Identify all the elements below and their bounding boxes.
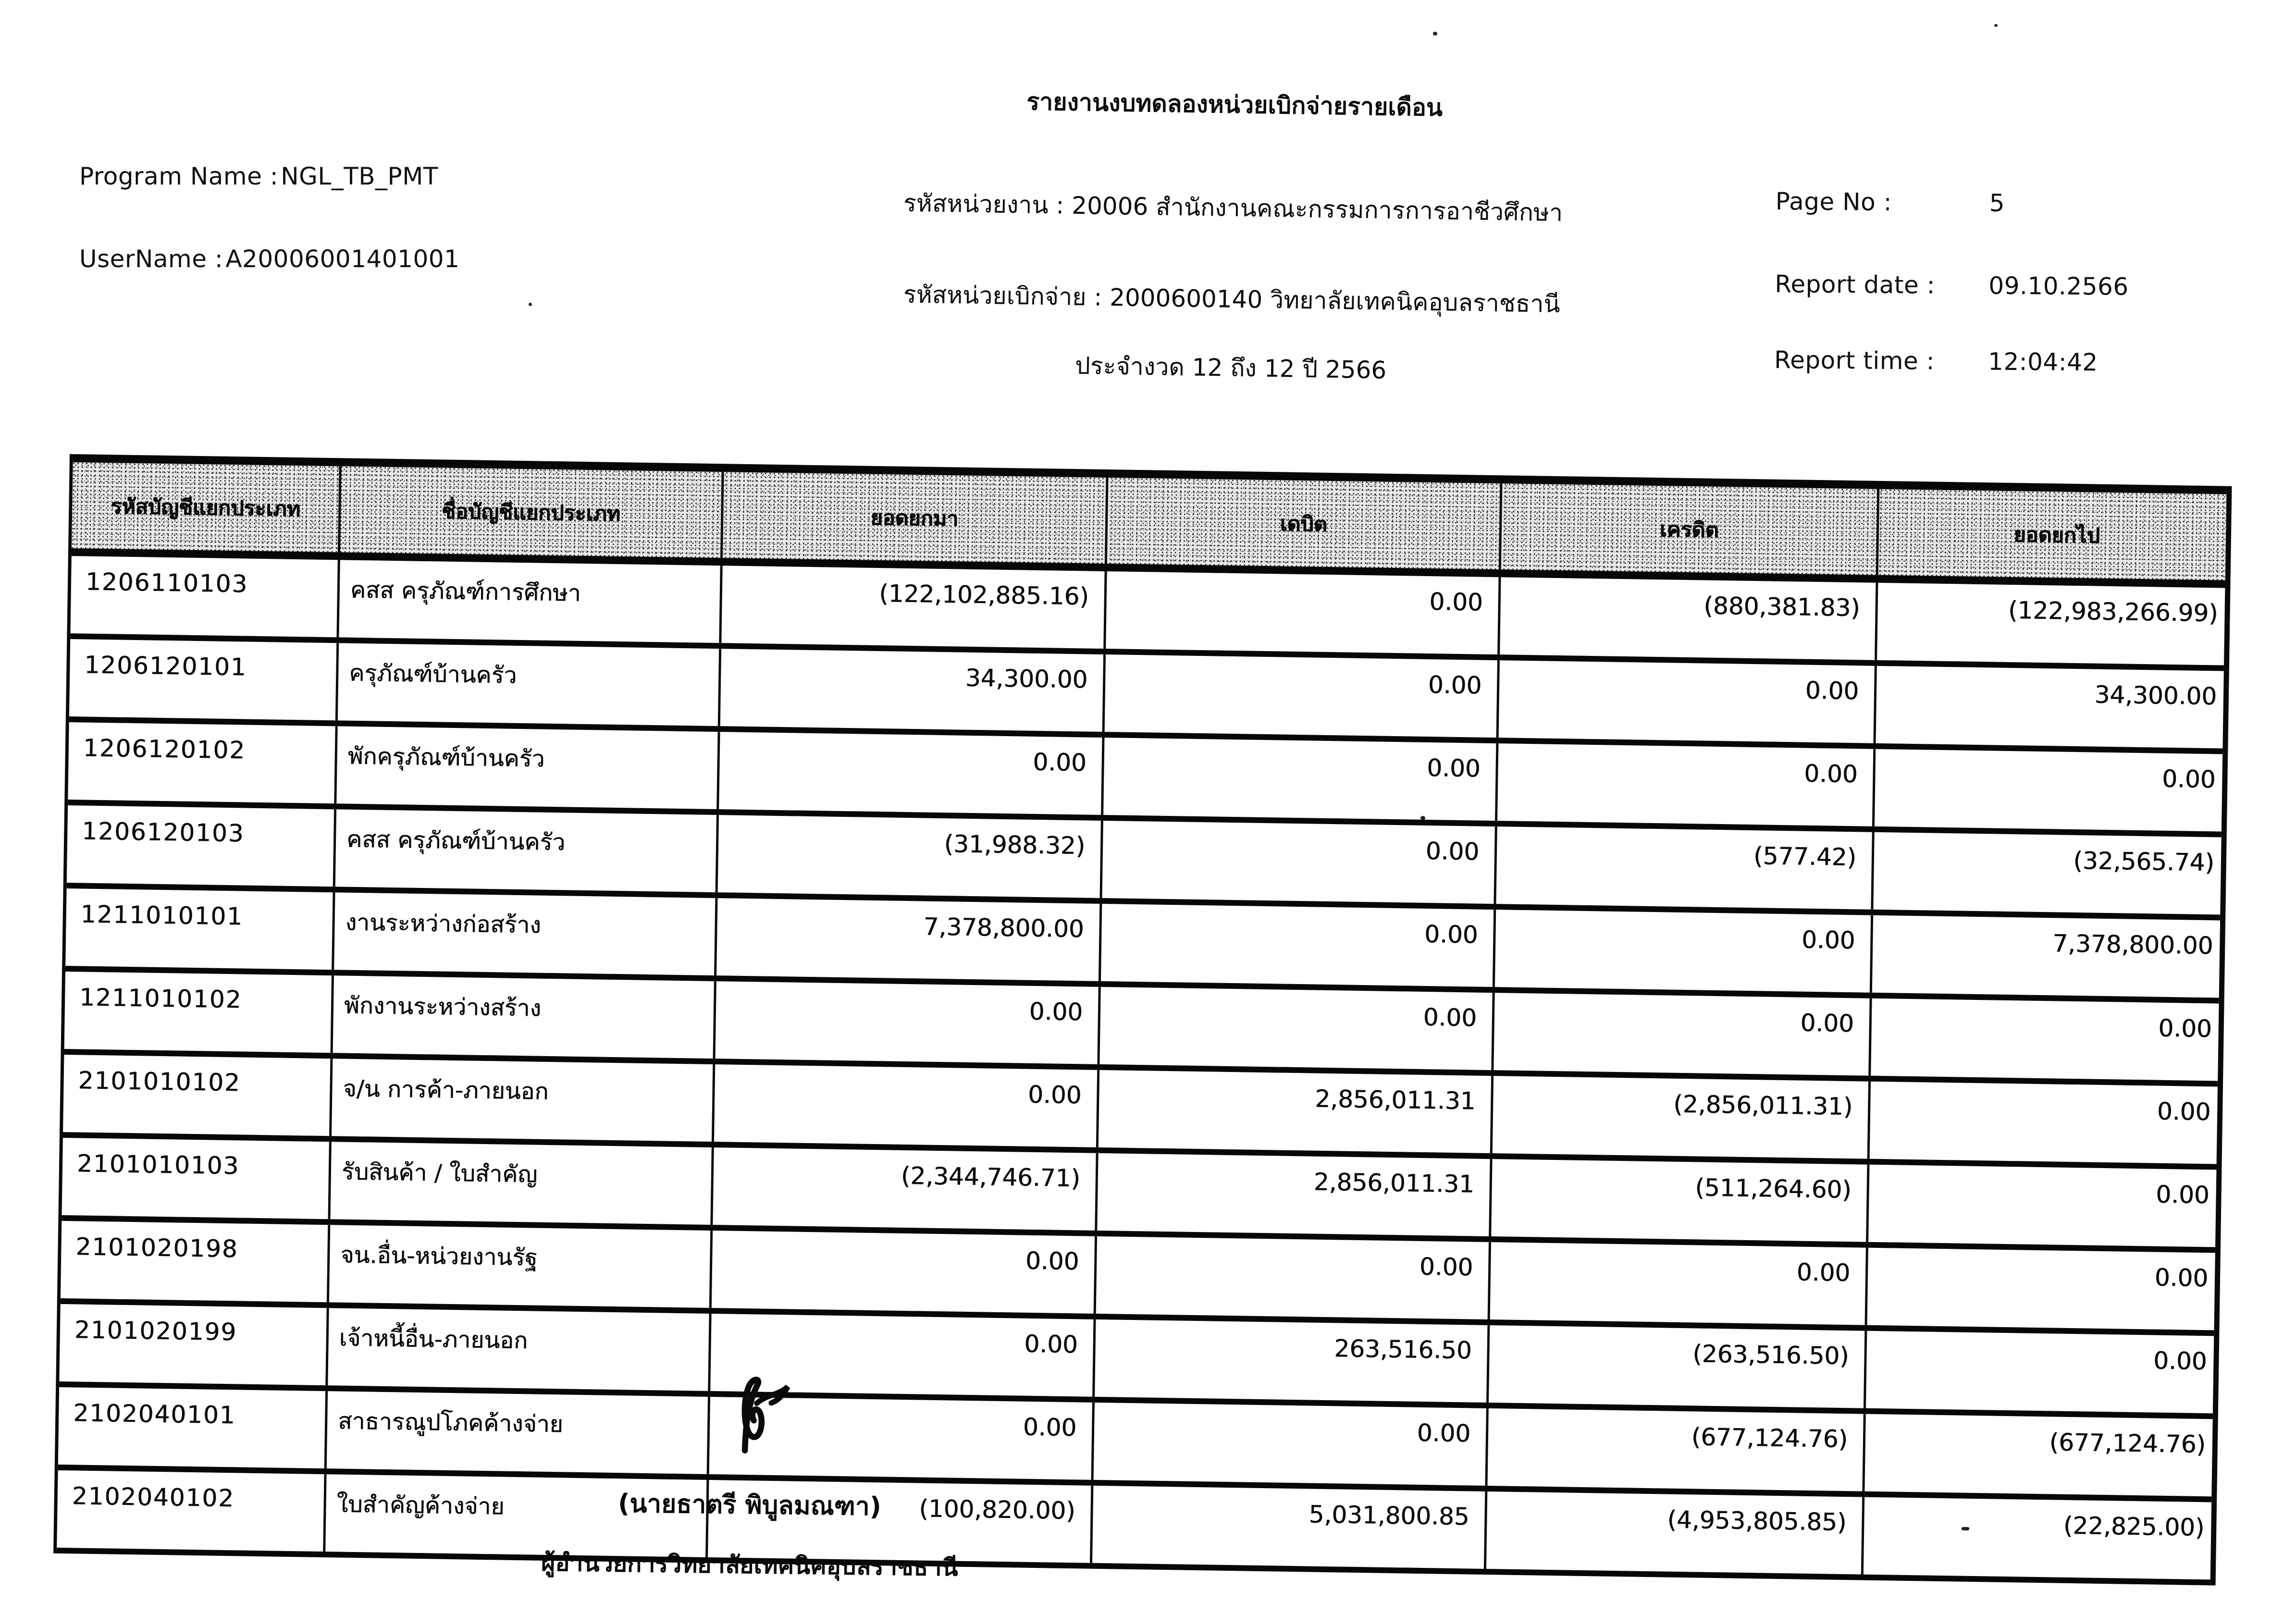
cell-account-code: 1206120102 xyxy=(68,722,337,803)
cell-account-name: จน.อื่น-หน่วยงานรัฐ xyxy=(329,1225,713,1308)
period-line: ประจำงวด 12 ถึง 12 ปี 2566 xyxy=(1074,351,1387,384)
header-credit: เครดิต xyxy=(1501,483,1880,575)
page-title: รายงานงบทดลองหน่วยเบิกจ่ายรายเดือน xyxy=(1026,87,1443,122)
cell-account-code: 2102040102 xyxy=(57,1470,326,1552)
cell-credit: (511,264.60) xyxy=(1491,1159,1869,1242)
cell-account-code: 2101020198 xyxy=(61,1221,330,1302)
cell-closing-balance: 0.00 xyxy=(2161,764,2216,794)
cell-closing-balance: (677,124.76) xyxy=(2049,1428,2206,1459)
cell-credit: 0.00 xyxy=(1497,743,1876,826)
cell-account-name: ครุภัณฑ์บ้านครัว xyxy=(338,643,721,726)
cell-credit: (577.42) xyxy=(1496,826,1874,910)
cell-account-name: รับสินค้า / ใบสำคัญ xyxy=(330,1142,714,1225)
report-time-line xyxy=(1774,346,2255,378)
scan-speck xyxy=(1433,32,1437,36)
scan-speck xyxy=(1420,816,1425,820)
report-date-label: Report date : xyxy=(1775,270,1936,299)
cell-account-code: 1211010102 xyxy=(64,972,334,1053)
cell-account-name: งานระหว่างก่อสร้าง xyxy=(334,892,717,975)
cell-account-name: คสส ครุภัณฑ์บ้านครัว xyxy=(335,809,719,892)
cell-closing-balance: 34,300.00 xyxy=(2094,680,2217,711)
header-account-code: รหัสบัญชีแยกประเภท xyxy=(72,462,342,552)
cell-credit: (4,953,805.85) xyxy=(1486,1491,1864,1575)
cell-credit: (880,381.83) xyxy=(1500,577,1878,660)
cell-closing-balance: (22,825.00) xyxy=(2063,1511,2205,1542)
cell-account-name: ใบสำคัญค้างจ่าย xyxy=(325,1474,709,1557)
page-no-label: Page No : xyxy=(1775,187,1892,216)
scan-speck xyxy=(1994,24,1998,27)
cell-opening-balance: 7,378,800.00 xyxy=(716,898,1102,981)
cell-opening-balance: 0.00 xyxy=(714,1064,1099,1147)
program-name-value: NGL_TB_PMT xyxy=(281,162,438,190)
cell-account-code: 1206120101 xyxy=(69,639,339,720)
username-line xyxy=(79,245,459,273)
agency-line: รหัสหน่วยงาน : 20006 สำนักงานคณะกรรมการการอาชีวศึกษา xyxy=(903,189,1563,227)
cell-opening-balance: (122,102,885.16) xyxy=(721,566,1107,649)
cell-account-name: จ/น การค้า-ภายนอก xyxy=(332,1059,715,1142)
cell-closing-balance: (122,983,266.99) xyxy=(2008,596,2219,628)
cell-opening-balance: (100,820.00) xyxy=(708,1480,1093,1563)
cell-credit: 0.00 xyxy=(1490,1242,1868,1325)
cell-opening-balance: (31,988.32) xyxy=(718,815,1103,898)
username-label: UserName : xyxy=(79,245,223,273)
program-name-line xyxy=(79,162,438,190)
cell-account-code: 1206110103 xyxy=(70,556,340,637)
cell-account-code: 2101010103 xyxy=(62,1138,332,1219)
report-meta-block xyxy=(1774,187,2256,377)
cell-closing-balance: 0.00 xyxy=(2153,1346,2207,1376)
cell-opening-balance: 0.00 xyxy=(712,1231,1097,1314)
header-closing-balance: ยอดยกไป xyxy=(2013,522,2100,548)
cell-debit: 0.00 xyxy=(1105,654,1500,738)
header-debit: เดบิต xyxy=(1107,478,1503,569)
cell-opening-balance: 0.00 xyxy=(710,1314,1096,1397)
header-account-name: ชื่อบัญชีแยกประเภท xyxy=(340,466,724,558)
page-no-value: 5 xyxy=(1989,189,2005,217)
cell-account-code: 1206120103 xyxy=(67,805,336,887)
signatory-name: (นายธาตรี พิบูลมณฑา) xyxy=(617,1489,882,1522)
cell-debit: 263,516.50 xyxy=(1095,1319,1490,1403)
cell-debit: 0.00 xyxy=(1103,738,1498,821)
cell-opening-balance: (2,344,746.71) xyxy=(713,1147,1098,1231)
program-name-label: Program Name : xyxy=(79,162,279,190)
cell-credit: 0.00 xyxy=(1495,910,1873,993)
cell-closing-balance: 0.00 xyxy=(2154,1263,2209,1293)
report-heading-block xyxy=(783,79,1681,405)
report-date-value: 09.10.2566 xyxy=(1988,271,2129,301)
cell-debit: 0.00 xyxy=(1094,1403,1489,1486)
report-time-label: Report time : xyxy=(1774,345,1935,375)
cell-account-code: 2102040101 xyxy=(58,1387,328,1468)
cell-credit: 0.00 xyxy=(1494,993,1872,1076)
cell-account-name: เจ้าหนี้อื่น-ภายนอก xyxy=(328,1308,711,1391)
cell-opening-balance: 0.00 xyxy=(709,1397,1095,1480)
cell-opening-balance: 0.00 xyxy=(719,732,1104,815)
cell-debit: 0.00 xyxy=(1099,987,1494,1070)
cell-account-code: 1211010101 xyxy=(65,888,335,970)
disbursement-unit-line: รหัสหน่วยเบิกจ่าย : 2000600140 วิทยาลัยเทคนิคอุบลราชธานี xyxy=(903,280,1561,318)
cell-opening-balance: 0.00 xyxy=(715,981,1100,1064)
table-body xyxy=(57,556,2225,1585)
trial-balance-table xyxy=(53,454,2232,1586)
handwritten-signature xyxy=(719,1368,800,1462)
signatory-position: ผู้อำนวยการวิทยาลัยเทคนิคอุบลราชธานี xyxy=(541,1548,959,1582)
cell-account-name: พักครุภัณฑ์บ้านครัว xyxy=(336,726,720,809)
cell-closing-balance: 0.00 xyxy=(2155,1180,2210,1209)
cell-credit: (2,856,011.31) xyxy=(1493,1076,1871,1159)
cell-closing-balance: (32,565.74) xyxy=(2073,846,2215,877)
cell-credit: (677,124.76) xyxy=(1487,1408,1865,1491)
report-time-value: 12:04:42 xyxy=(1987,347,2098,377)
scan-speck xyxy=(529,303,532,306)
cell-debit: 2,856,011.31 xyxy=(1097,1153,1492,1236)
cell-credit: (263,516.50) xyxy=(1489,1325,1867,1408)
cell-account-name: พักงานระหว่างสร้าง xyxy=(333,975,716,1059)
header-opening-balance: ยอดยกมา xyxy=(723,472,1109,564)
cell-debit: 5,031,800.85 xyxy=(1092,1486,1487,1569)
cell-debit: 0.00 xyxy=(1102,821,1497,904)
cell-account-code: 2101010102 xyxy=(63,1055,333,1136)
cell-account-code: 2101020199 xyxy=(59,1304,329,1385)
cell-opening-balance: 34,300.00 xyxy=(720,649,1106,732)
scan-speck xyxy=(1962,1527,1969,1530)
cell-debit: 2,856,011.31 xyxy=(1099,1070,1494,1153)
cell-debit: 0.00 xyxy=(1101,904,1496,987)
cell-closing-balance: 7,378,800.00 xyxy=(2052,929,2213,960)
username-value: A20006001401001 xyxy=(225,245,460,273)
cell-debit: 0.00 xyxy=(1096,1236,1491,1319)
cell-closing-balance: 0.00 xyxy=(2158,1014,2212,1043)
page-no-line xyxy=(1776,187,2256,219)
cell-closing-balance: 0.00 xyxy=(2157,1097,2211,1126)
report-date-line xyxy=(1775,270,2255,302)
cell-debit: 0.00 xyxy=(1106,571,1501,654)
cell-account-name: สาธารณูปโภคค้างจ่าย xyxy=(327,1391,710,1474)
cell-credit: 0.00 xyxy=(1499,660,1877,743)
cell-account-name: คสส ครุภัณฑ์การศึกษา xyxy=(339,560,722,643)
